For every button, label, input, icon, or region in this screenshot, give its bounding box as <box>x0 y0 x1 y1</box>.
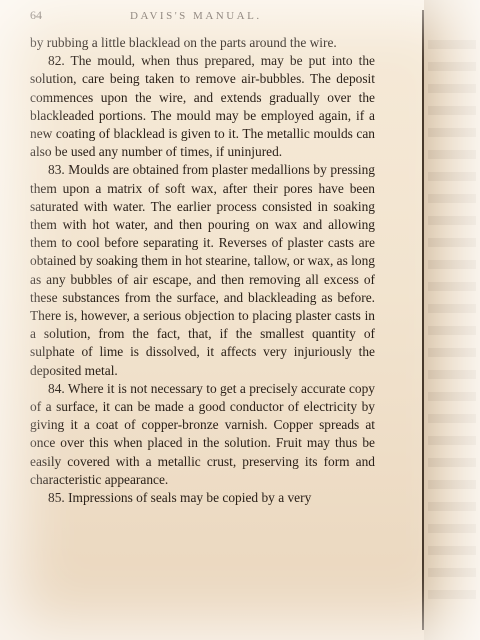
paragraph-82: 82. The mould, when thus prepared, may be put into the solution, care being taken to remove air-bubbles. The deposit commences upon the wire, and extends gradually over the blackleaded portions. The mould may be employed again, if a new coating of blacklead is given to it. The metallic moulds can also be used any number of times, if uninjured. <box>30 53 375 160</box>
page-header <box>30 8 390 28</box>
paragraph-83: 83. Moulds are obtained from plaster medallions by pressing them upon a matrix of soft wax, after their pores have been saturated with water. The earlier process consisted in soaking them with hot water, and then pouring on wax and allowing them to cool before separating it. Reverses of plaster casts are obtained by soaking them in hot stearine, tallow, or wax, as long as any bubbles of air escape, and then removing all excess of these substances from the surface, and blackleading as before. There is, however, a serious objection to placing plaster casts in a solution, from the fact, that, if the smallest quantity of sulphate of lime is dissolved, it affects very injuriously the deposited metal. <box>30 162 375 378</box>
page-number: 64 <box>30 8 42 22</box>
page-gutter-line <box>422 10 424 630</box>
show-through-text <box>428 40 476 600</box>
paragraph-84: 84. Where it is not necessary to get a precisely accurate copy of a surface, it can be made a good conductor of electricity by giving it a coat of copper-bronze varnish. Copper spreads at once over this when placed in the solution. Fruit may thus be easily covered with a metallic crust, preserving its form and characteristic appearance. <box>30 380 375 487</box>
running-head: DAVIS'S MANUAL. <box>130 10 262 22</box>
paragraph-85: 85. Impressions of seals may be copied by a very <box>48 490 312 506</box>
body-text <box>30 34 375 507</box>
paragraph-continued: by rubbing a little blacklead on the parts around the wire. <box>30 35 337 50</box>
